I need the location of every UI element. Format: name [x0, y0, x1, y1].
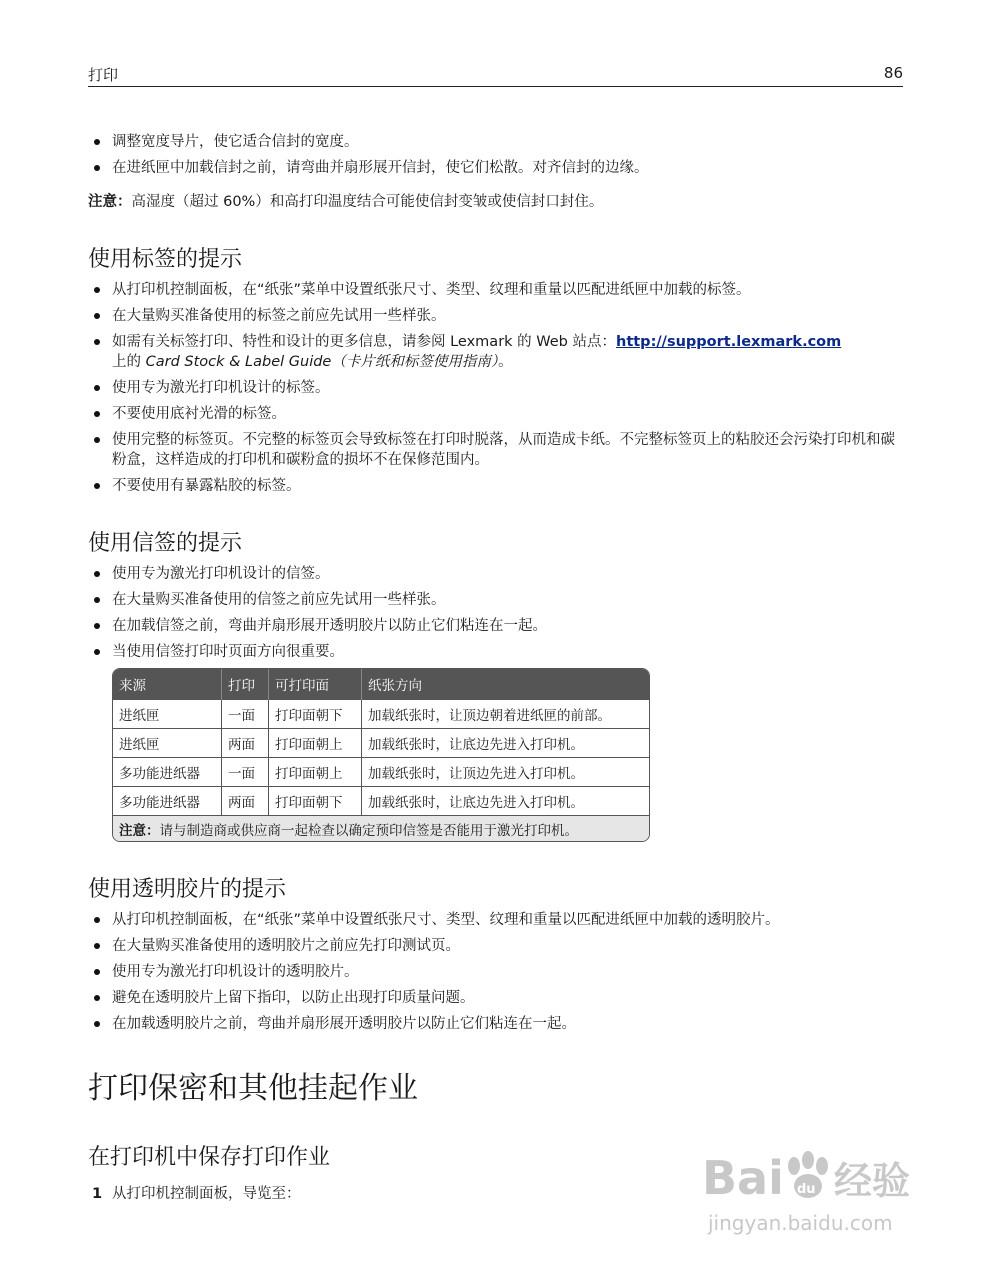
watermark-brand-cn: 经验: [834, 1159, 911, 1203]
list-item: 不要使用底衬光滑的标签。: [92, 404, 904, 424]
table-cell: 两面: [222, 729, 269, 758]
table-cell: 两面: [222, 787, 269, 816]
store-jobs-subtitle: 在打印机中保存打印作业: [88, 1145, 331, 1170]
step-item: [92, 1184, 301, 1204]
table-cell: 打印面朝上: [269, 758, 362, 787]
page-number: 86: [883, 64, 903, 82]
table-cell: 打印面朝下: [269, 787, 362, 816]
table-cell: 加载纸张时，让顶边先进入打印机。: [362, 758, 650, 787]
watermark-brand: Bai: [702, 1151, 784, 1205]
table-note: [113, 816, 649, 843]
guide-title: Card Stock & Label Guide（卡片纸和标签使用指南）: [145, 354, 499, 370]
list-item: 使用专为激光打印机设计的信签。: [92, 564, 904, 584]
letterhead-tips-list: [92, 564, 904, 668]
col-header-source: 来源: [113, 669, 222, 700]
list-item: 从打印机控制面板，在“纸张”菜单中设置纸张尺寸、类型、纹理和重量以匹配进纸匣中加载的透明胶片。: [92, 910, 904, 930]
list-item: 使用专为激光打印机设计的标签。: [92, 378, 904, 398]
table-row: [113, 787, 649, 816]
table-cell: 加载纸张时，让底边先进入打印机。: [362, 787, 650, 816]
list-item: 使用完整的标签页。不完整的标签页会导致标签在打印时脱落，从而造成卡纸。不完整标签页上的粘胶还会污染打印机和碳粉盒，这样造成的打印机和碳粉盒的损坏不在保修范围内。: [92, 430, 904, 470]
transparency-tips-list: [92, 910, 904, 1040]
table-cell: 加载纸张时，让底边先进入打印机。: [362, 729, 650, 758]
list-item: 从打印机控制面板，在“纸张”菜单中设置纸张尺寸、类型、纹理和重量以匹配进纸匣中加载的标签。: [92, 280, 904, 300]
watermark-url: jingyan.baidu.com: [708, 1211, 893, 1235]
table-row: [113, 729, 649, 758]
table-note-label: 注意：: [119, 823, 160, 839]
letterhead-orientation-table: [112, 668, 650, 842]
page-header: [88, 64, 903, 87]
labels-info-text2: 上的: [112, 354, 146, 370]
paw-logo-icon: [700, 1130, 940, 1240]
col-header-printable-side: 可打印面: [269, 669, 362, 700]
header-chapter: 打印: [88, 66, 119, 84]
labels-section-title: 使用标签的提示: [88, 247, 243, 272]
table-cell: 多功能进纸器: [113, 787, 222, 816]
note-text: 高湿度（超过 60%）和高打印温度结合可能使信封变皱或使信封口封住。: [131, 194, 604, 210]
table-cell: 加载纸张时，让顶边朝着进纸匣的前部。: [362, 700, 650, 729]
table-header-row: [113, 669, 649, 700]
col-header-print: 打印: [222, 669, 269, 700]
labels-info-text: 如需有关标签打印、特性和设计的更多信息，请参阅 Lexmark 的 Web 站点：: [112, 334, 616, 350]
table-row: [113, 758, 649, 787]
list-item: 在加载透明胶片之前，弯曲并扇形展开透明胶片以防止它们粘连在一起。: [92, 1014, 904, 1034]
baidu-watermark: [700, 1130, 940, 1240]
list-item: 在大量购买准备使用的标签之前应先试用一些样张。: [92, 306, 904, 326]
envelope-tips-list: [92, 132, 904, 184]
lexmark-support-link[interactable]: http://support.lexmark.com: [616, 334, 842, 350]
list-item: 在加载信签之前，弯曲并扇形展开透明胶片以防止它们粘连在一起。: [92, 616, 904, 636]
table-note-row: [113, 816, 649, 843]
list-item: 使用专为激光打印机设计的透明胶片。: [92, 962, 904, 982]
table-cell: 多功能进纸器: [113, 758, 222, 787]
list-item: 当使用信签打印时页面方向很重要。: [92, 642, 904, 662]
step-number: 1: [92, 1186, 103, 1202]
list-item: 调整宽度导片，使它适合信封的宽度。: [92, 132, 904, 152]
transparency-section-title: 使用透明胶片的提示: [88, 877, 287, 902]
step-text: 从打印机控制面板，导览至：: [112, 1186, 301, 1202]
list-item: [92, 332, 904, 372]
table-note-text: 请与制造商或供应商一起检查以确定预印信签是否能用于激光打印机。: [159, 823, 578, 839]
watermark-brand-mid: du: [797, 1182, 816, 1197]
confidential-jobs-title: 打印保密和其他挂起作业: [88, 1071, 418, 1106]
table-cell: 一面: [222, 758, 269, 787]
table-row: [113, 700, 649, 729]
list-item: 在进纸匣中加载信封之前，请弯曲并扇形展开信封，使它们松散。对齐信封的边缘。: [92, 158, 904, 178]
table-cell: 一面: [222, 700, 269, 729]
envelope-note: [88, 192, 603, 212]
note-label: 注意：: [88, 194, 132, 210]
list-item: 不要使用有暴露粘胶的标签。: [92, 476, 904, 496]
labels-tips-list: [92, 280, 904, 502]
list-item: 避免在透明胶片上留下指印，以防止出现打印质量问题。: [92, 988, 904, 1008]
list-item: 在大量购买准备使用的信签之前应先试用一些样张。: [92, 590, 904, 610]
labels-info-text3: 。: [498, 354, 513, 370]
list-item: 在大量购买准备使用的透明胶片之前应先打印测试页。: [92, 936, 904, 956]
table-cell: 打印面朝下: [269, 700, 362, 729]
table-cell: 打印面朝上: [269, 729, 362, 758]
table-cell: 进纸匣: [113, 700, 222, 729]
table-cell: 进纸匣: [113, 729, 222, 758]
col-header-orientation: 纸张方向: [362, 669, 650, 700]
letterhead-section-title: 使用信签的提示: [88, 531, 243, 556]
